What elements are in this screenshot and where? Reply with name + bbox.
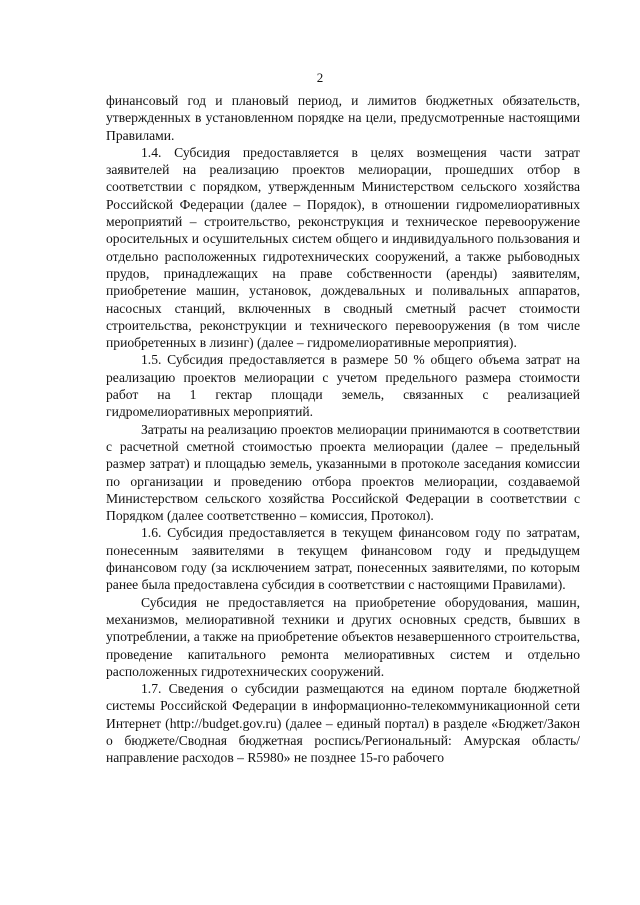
paragraph-1-4: 1.4. Субсидия предоставляется в целях возмещения части затрат заявителей на реализацию проектов мелиорации, прошедших отбор в соответствии с порядком, утвержденным Министерством сельского хозяйства Российской Федерации (далее – Порядок), в отношении гидромелиоративных мероприятий – строительство, реконструкция и техническое перевооружение оросительных и осушительных систем общего и индивидуального пользования и отдельно расположенных гидротехнических сооружений, а также рыбоводных прудов, принадлежащих на праве собственности (аренды) заявителям, приобретение машин, установок, дождевальных и поливальных аппаратов, насосных станций, включенных в сводный сметный расчет стоимости строительства, реконструкции и технического перевооружения (в том числе приобретенных в лизинг) (далее – гидромелиоративные мероприятия). bbox=[106, 144, 580, 351]
page-number: 2 bbox=[316, 70, 324, 85]
paragraph-exclusions: Субсидия не предоставляется на приобретение оборудования, машин, механизмов, мелиоративной техники и других основных средств, бывших в употреблении, а также на приобретение объектов незавершенного строительства, проведение капитального ремонта мелиоративных систем и отдельно расположенных гидротехнических сооружений. bbox=[106, 594, 580, 679]
document-body bbox=[106, 92, 580, 767]
paragraph-1-6: 1.6. Субсидия предоставляется в текущем финансовом году по затратам, понесенным заявителями в текущем финансовом году и предыдущем финансовом году (за исключением затрат, понесенных заявителями, по которым ранее была предоставлена субсидия в соответствии с настоящими Правилами). bbox=[106, 525, 580, 593]
paragraph-continuation: финансовый год и плановый период, и лимитов бюджетных обязательств, утвержденных в установленном порядке на цели, предусмотренные настоящими Правилами. bbox=[106, 93, 580, 143]
paragraph-costs: Затраты на реализацию проектов мелиорации принимаются в соответствии с расчетной сметной стоимостью проекта мелиорации (далее – предельный размер затрат) и площадью земель, указанными в протоколе заседания комиссии по организации и проведению отбора проектов мелиорации, создаваемой Министерством сельского хозяйства Российской Федерации в соответствии с Порядком (далее соответственно – комиссия, Протокол). bbox=[106, 421, 580, 524]
paragraph-1-5: 1.5. Субсидия предоставляется в размере 50 % общего объема затрат на реализацию проектов мелиорации с учетом предельного размера стоимости работ на 1 гектар площади земель, связанных с реализацией гидромелиоративных мероприятий. bbox=[106, 352, 580, 420]
paragraph-1-7: 1.7. Сведения о субсидии размещаются на едином портале бюджетной системы Российской Федерации в информационно-телекоммуникационной сети Интернет (http://budget.gov.ru) (далее – единый портал) в разделе «Бюджет/Закон о бюджете/Сводная бюджетная роспись/Региональный: Амурская область/направление расходов – R5980» не позднее 15-го рабочего bbox=[106, 681, 580, 766]
